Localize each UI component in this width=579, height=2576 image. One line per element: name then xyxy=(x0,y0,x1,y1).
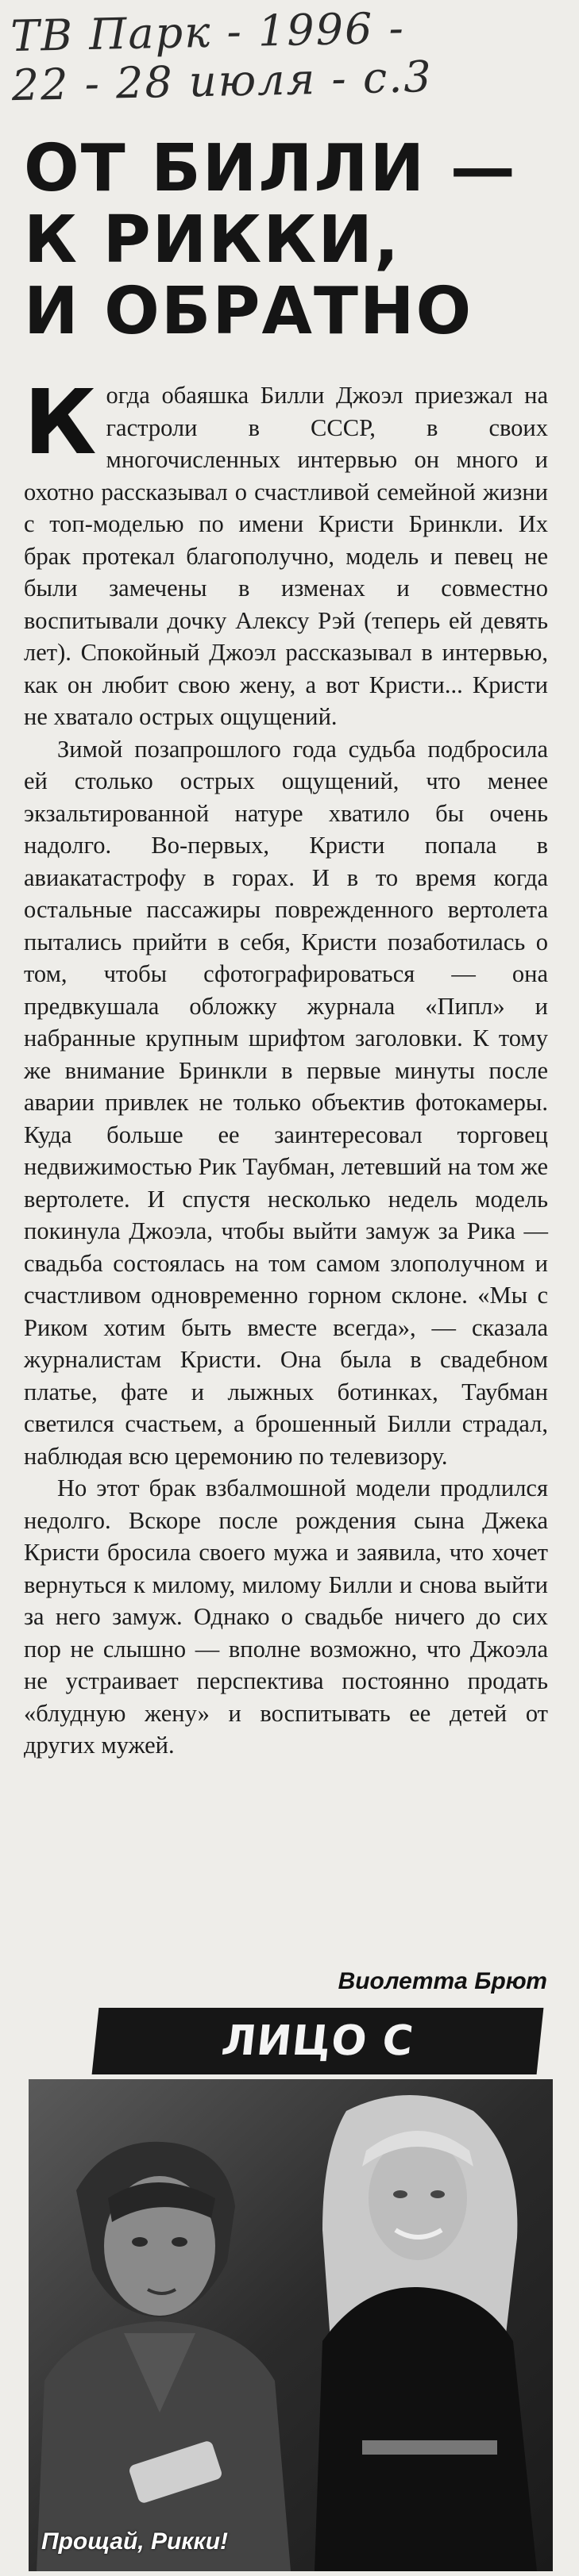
handwritten-source-note xyxy=(10,1,552,110)
headline-line-3: И ОБРАТНО xyxy=(24,274,473,349)
article-paragraph-3: Но этот брак взбалмошной модели продлился недолго. Вскоре после рождения сына Джека Кристи бросила своего мужа и заявила, что хочет вернуться к милому, милому Билли и снова выйти за него замуж. Однако о свадьбе ничего до сих пор не слышно — вполне возможно, что Джоэла не устраивает перспектива постоянно продать «блудную жену» и воспитывать ее детей от других мужей. xyxy=(24,1474,548,1759)
article-headline xyxy=(24,133,564,348)
headline-line-2: К РИККИ, xyxy=(24,202,401,278)
article-author: Виолетта Брют xyxy=(338,1968,547,1994)
article-paragraph-1 xyxy=(24,371,548,733)
photo-illustration xyxy=(29,2079,553,2571)
handwritten-note-line-2: 22 - 28 июля - с.3 xyxy=(11,52,434,111)
photo-caption: Прощай, Рикки! xyxy=(41,2528,229,2555)
section-banner: ЛИЦО С xyxy=(92,2008,544,2074)
article-photo xyxy=(29,2079,553,2571)
woman-figure xyxy=(315,2095,537,2571)
handwritten-note-line-1: ТВ Парк - 1996 - xyxy=(10,2,406,62)
article-body xyxy=(24,371,548,1762)
drop-cap: К xyxy=(24,371,97,475)
paragraph-1-text: огда обаяшка Билли Джоэл приезжал на гастроли в СССР, в своих многочисленных интервью он много и охотно рассказывал о счастливой семейной жизни с топ-моделью по имени Кристи Бринкли. Их брак протекал благополучно, модель и певец не были замечены в изменах и совместно воспитывали дочку Алексу Рэй (теперь ей девять лет). Спокойный Джоэл рассказывал в интервью, как он любит свою жену, а вот Кристи... Кристи не хватало острых ощущений. xyxy=(24,382,548,730)
headline-line-1: ОТ БИЛЛИ — xyxy=(24,131,517,206)
article-paragraph-2: Зимой позапрошлого года судьба подбросила ей столько острых ощущений, что менее экзальтированной натуре хватило бы очень надолго. Во-первых, Кристи попала в авиакатастрофу в горах. И в то время когда остальные пассажиры поврежденного вертолета пытались прийти в себя, Кристи позаботилась о том, чтобы сфотографироваться — она предвкушала обложку журнала «Пипл» и набранные крупным шрифтом заголовки. К тому же внимание Бринкли в первые минуты после аварии привлек не только объектив фотокамеры. Куда больше ее заинтересовал торговец недвижимостью Рик Таубман, летевший на том же вертолете. И спустя несколько недель модель покинула Джоэла, чтобы выйти замуж за Рика — свадьба состоялась на том самом злополучном и счастливом одновременно горном склоне. «Мы с Риком хотим быть вместе всегда», — сказала журналистам Кристи. Она была в свадебном платье, фате и лыжных ботинках, Таубман светился счастьем, а брошенный Билли страдал, наблюдая всю церемонию по телевизору. xyxy=(24,735,548,1470)
